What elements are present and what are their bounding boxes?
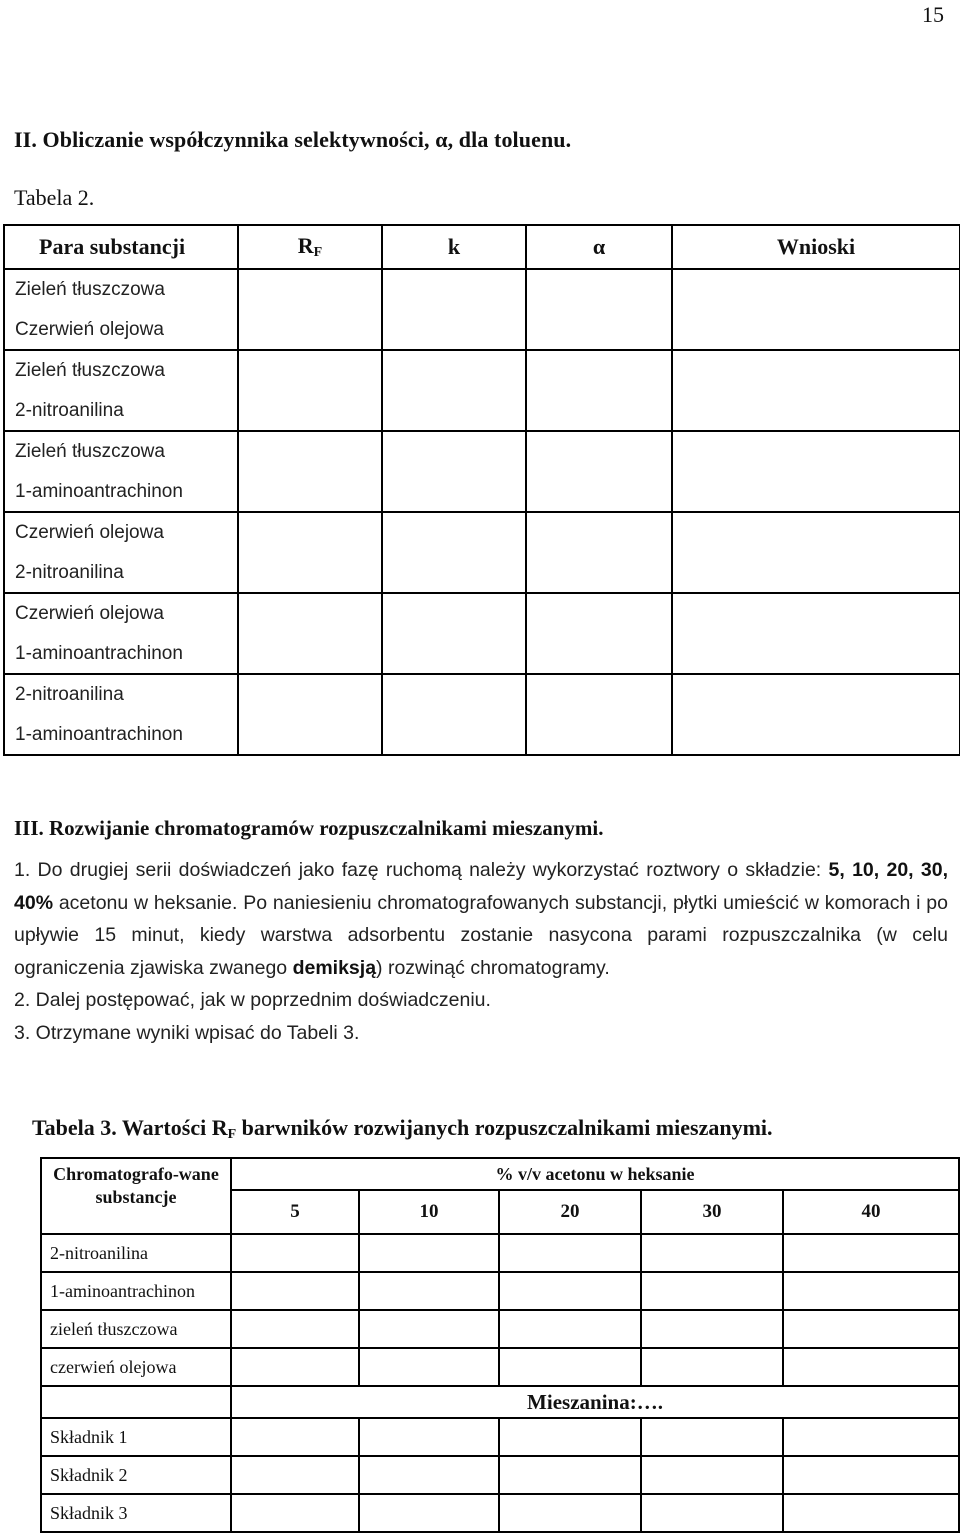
value-cell[interactable] — [783, 1310, 959, 1348]
substance-name: 2-nitroanilina — [41, 1234, 231, 1272]
component-name: Składnik 3 — [41, 1494, 231, 1532]
rf-cell[interactable] — [238, 350, 382, 431]
value-cell[interactable] — [499, 1310, 641, 1348]
value-cell[interactable] — [641, 1418, 783, 1456]
table-3-header-row — [41, 1158, 959, 1190]
alpha-cell[interactable] — [526, 512, 672, 593]
mixture-blank — [41, 1386, 231, 1418]
conclusions-cell[interactable] — [672, 593, 960, 674]
table-2 — [3, 224, 960, 756]
substance-name: 1-aminoantrachinon — [41, 1272, 231, 1310]
table-2-header-row — [4, 225, 960, 269]
conclusions-cell[interactable] — [672, 431, 960, 512]
section-3-heading: III. Rozwijanie chromatogramów rozpuszczalnikami mieszanymi. — [14, 816, 604, 840]
table-row — [4, 269, 960, 350]
table-row — [4, 512, 960, 593]
value-cell[interactable] — [783, 1494, 959, 1532]
conclusions-cell[interactable] — [672, 512, 960, 593]
header-k: k — [382, 225, 526, 269]
alpha-cell[interactable] — [526, 593, 672, 674]
value-cell[interactable] — [499, 1418, 641, 1456]
instruction-2: 2. Dalej postępować, jak w poprzednim doświadczeniu. — [14, 989, 491, 1011]
conclusions-cell[interactable] — [672, 674, 960, 755]
value-cell[interactable] — [641, 1348, 783, 1386]
k-cell[interactable] — [382, 512, 526, 593]
alpha-cell[interactable] — [526, 269, 672, 350]
mixture-label: Mieszanina:…. — [231, 1386, 959, 1418]
substance-name: czerwień olejowa — [41, 1348, 231, 1386]
value-cell[interactable] — [641, 1272, 783, 1310]
value-cell[interactable] — [231, 1418, 359, 1456]
table-row — [4, 674, 960, 755]
header-acetone: % v/v acetonu w heksanie — [231, 1158, 959, 1190]
instructions — [14, 854, 948, 1049]
table-2-caption: Tabela 2. — [14, 185, 95, 210]
value-cell[interactable] — [783, 1456, 959, 1494]
value-cell[interactable] — [231, 1272, 359, 1310]
rf-cell[interactable] — [238, 269, 382, 350]
k-cell[interactable] — [382, 350, 526, 431]
value-cell[interactable] — [641, 1310, 783, 1348]
conc-30: 30 — [641, 1190, 783, 1234]
value-cell[interactable] — [359, 1494, 499, 1532]
value-cell[interactable] — [783, 1418, 959, 1456]
value-cell[interactable] — [641, 1456, 783, 1494]
component-name: Składnik 1 — [41, 1418, 231, 1456]
value-cell[interactable] — [783, 1272, 959, 1310]
value-cell[interactable] — [499, 1348, 641, 1386]
conclusions-cell[interactable] — [672, 269, 960, 350]
pair-cell: Zieleń tłuszczowa 1-aminoantrachinon — [4, 431, 238, 512]
pair-cell: Zieleń tłuszczowa 2-nitroanilina — [4, 350, 238, 431]
pair-cell: 2-nitroanilina 1-aminoantrachinon — [4, 674, 238, 755]
table-row — [41, 1348, 959, 1386]
value-cell[interactable] — [499, 1494, 641, 1532]
section-2-heading: II. Obliczanie współczynnika selektywności, α, dla toluenu. — [14, 127, 572, 152]
substance-name: zieleń tłuszczowa — [41, 1310, 231, 1348]
header-rf: $R_F$ — [238, 225, 382, 269]
rf-cell[interactable] — [238, 512, 382, 593]
table-row — [41, 1310, 959, 1348]
alpha-cell[interactable] — [526, 431, 672, 512]
pair-cell: Czerwień olejowa 2-nitroanilina — [4, 512, 238, 593]
value-cell[interactable] — [231, 1494, 359, 1532]
conc-10: 10 — [359, 1190, 499, 1234]
value-cell[interactable] — [359, 1310, 499, 1348]
value-cell[interactable] — [499, 1272, 641, 1310]
k-cell[interactable] — [382, 674, 526, 755]
value-cell[interactable] — [359, 1234, 499, 1272]
rf-cell[interactable] — [238, 593, 382, 674]
value-cell[interactable] — [231, 1456, 359, 1494]
pair-cell: Czerwień olejowa 1-aminoantrachinon — [4, 593, 238, 674]
alpha-cell[interactable] — [526, 674, 672, 755]
table-row — [41, 1418, 959, 1456]
value-cell[interactable] — [499, 1234, 641, 1272]
conc-20: 20 — [499, 1190, 641, 1234]
rf-cell[interactable] — [238, 674, 382, 755]
table-row — [4, 593, 960, 674]
table-row — [4, 350, 960, 431]
value-cell[interactable] — [499, 1456, 641, 1494]
page-number: 15 — [922, 2, 944, 27]
value-cell[interactable] — [231, 1310, 359, 1348]
k-cell[interactable] — [382, 269, 526, 350]
table-row — [41, 1272, 959, 1310]
table-row — [4, 431, 960, 512]
value-cell[interactable] — [783, 1348, 959, 1386]
table-row — [41, 1494, 959, 1532]
header-conclusions: Wnioski — [672, 225, 960, 269]
header-pair: Para substancji — [4, 225, 238, 269]
value-cell[interactable] — [231, 1234, 359, 1272]
instruction-3: 3. Otrzymane wyniki wpisać do Tabeli 3. — [14, 1021, 360, 1044]
table-3 — [40, 1157, 960, 1533]
mixture-row — [41, 1386, 959, 1418]
value-cell[interactable] — [359, 1456, 499, 1494]
header-alpha: α — [526, 225, 672, 269]
component-name: Składnik 2 — [41, 1456, 231, 1494]
alpha-cell[interactable] — [526, 350, 672, 431]
value-cell[interactable] — [783, 1234, 959, 1272]
conc-40: 40 — [783, 1190, 959, 1234]
value-cell[interactable] — [641, 1494, 783, 1532]
table-row — [41, 1234, 959, 1272]
value-cell[interactable] — [359, 1418, 499, 1456]
value-cell[interactable] — [359, 1348, 499, 1386]
k-cell[interactable] — [382, 593, 526, 674]
conclusions-cell[interactable] — [672, 350, 960, 431]
value-cell[interactable] — [231, 1348, 359, 1386]
conc-5: 5 — [231, 1190, 359, 1234]
value-cell[interactable] — [359, 1272, 499, 1310]
rf-cell[interactable] — [238, 431, 382, 512]
header-substances: Chromatografo-wane substancje — [41, 1158, 231, 1234]
table-row — [41, 1456, 959, 1494]
k-cell[interactable] — [382, 431, 526, 512]
value-cell[interactable] — [641, 1234, 783, 1272]
table-3-caption: Tabela 3. Wartości $R_F$ barwników rozwijanych rozpuszczalnikami mieszanymi. — [32, 1115, 773, 1142]
instruction-1: 1. Do drugiej serii doświadczeń jako fazę ruchomą należy wykorzystać roztwory o składzie: 5, 10, 20, 30, 40% acetonu w heksanie. Po naniesieniu chromatografowanych substancji, płytki umieścić w komorach i po upływie 15 minut, kiedy warstwa adsorbentu zostanie nasycona parami rozpuszczalnika (w celu ograniczenia zjawiska zwanego demiksją) rozwinąć chromatogramy. — [14, 859, 948, 979]
pair-cell: Zieleń tłuszczowa Czerwień olejowa — [4, 269, 238, 350]
